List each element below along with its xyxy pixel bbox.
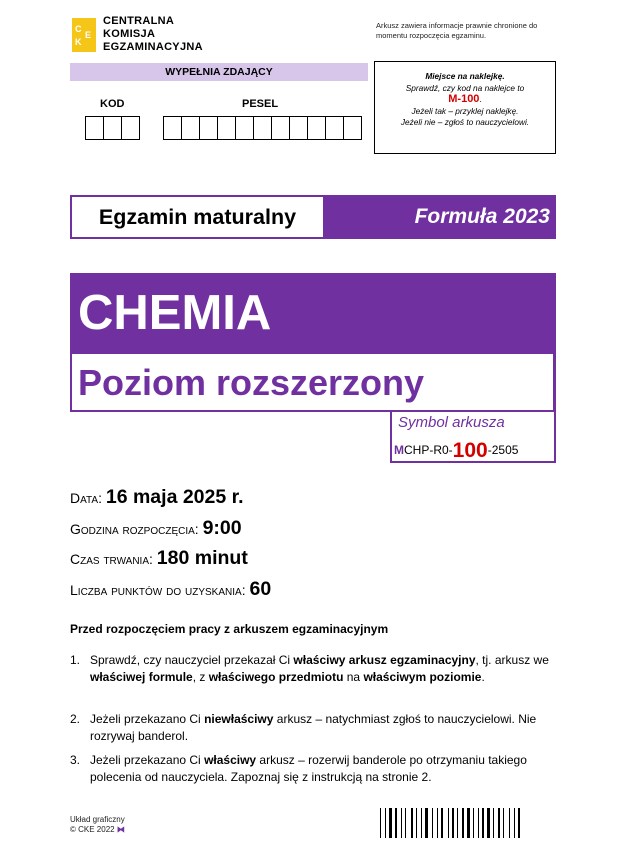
symbol-prefix-m: M: [394, 443, 404, 457]
barcode-bar: [473, 808, 474, 838]
symbol-label: Symbol arkusza: [398, 414, 505, 431]
pesel-label: PESEL: [242, 98, 279, 110]
digit-box[interactable]: [307, 116, 326, 140]
instruction-item: [70, 711, 560, 744]
instruction-fragment: Jeżeli przekazano Ci: [90, 712, 205, 726]
instruction-fragment: arkusz – natychmiast zgłoś to nauczycielowi. Nie rozrywaj banderol.: [90, 712, 537, 743]
cke-logo-text: [103, 15, 203, 54]
points-label: Liczba punktów do uzyskania:: [70, 582, 246, 598]
digit-box[interactable]: [163, 116, 182, 140]
barcode-bar: [416, 808, 417, 838]
digit-box[interactable]: [103, 116, 122, 140]
date-value: 16 maja 2025 r.: [105, 486, 244, 508]
logo-line-1: CENTRALNA: [103, 15, 175, 27]
instruction-fragment: , z: [192, 669, 209, 684]
instruction-number: 3.: [70, 753, 81, 767]
digit-box[interactable]: [235, 116, 254, 140]
digit-box[interactable]: [85, 116, 104, 140]
instruction-emphasis: właściwy arkusz egzaminacyjny: [293, 653, 476, 667]
kod-label: KOD: [100, 98, 125, 110]
start-value: 9:00: [202, 517, 242, 539]
barcode-bar: [482, 808, 484, 838]
digit-box[interactable]: [253, 116, 272, 140]
barcode-bar: [509, 808, 510, 838]
start-label: Godzina rozpoczęcia:: [70, 521, 199, 537]
points-value: 60: [249, 578, 272, 600]
sticker-line-1: Sprawdź, czy kod na naklejce to: [405, 82, 525, 93]
cke-small-logo-icon: ⧓: [116, 825, 125, 834]
digit-box[interactable]: [217, 116, 236, 140]
barcode-bar: [514, 808, 515, 838]
barcode-bar: [411, 808, 413, 838]
barcode-bar: [503, 808, 504, 838]
subject-name: CHEMIA: [78, 286, 272, 340]
legal-note: Arkusz zawiera informacje prawnie chronione do momentu rozpoczęcia egzaminu.: [376, 21, 538, 40]
barcode-bar: [462, 808, 464, 838]
barcode-bar: [437, 808, 438, 838]
digit-box[interactable]: [343, 116, 362, 140]
digit-box[interactable]: [289, 116, 308, 140]
digit-box[interactable]: [121, 116, 140, 140]
instruction-emphasis: właściwym poziomie: [363, 669, 482, 684]
instruction-item: [70, 752, 560, 785]
sticker-title: Miejsce na naklejkę.: [425, 71, 505, 81]
barcode-bar: [478, 808, 479, 838]
footer-line-1: Układ graficzny: [70, 815, 125, 824]
instruction-emphasis: właściwego przedmiotu: [208, 669, 344, 684]
instruction-item: [70, 652, 560, 685]
info-start: [70, 517, 242, 540]
instruction-emphasis: właściwej formule: [90, 669, 193, 684]
instruction-number: 2.: [70, 712, 81, 726]
instruction-fragment: na: [343, 669, 364, 684]
pesel-input-boxes[interactable]: [163, 116, 362, 140]
barcode-bar: [405, 808, 406, 838]
instruction-text: [90, 752, 560, 785]
instruction-fragment: Jeżeli przekazano Ci: [90, 753, 205, 767]
date-label: Data:: [70, 490, 102, 506]
instructions-title: Przed rozpoczęciem pracy z arkuszem egzaminacyjnym: [70, 622, 389, 636]
instruction-fragment: arkusz – rozerwij banderole po otrzymaniu takiego polecenia od nauczyciela. Zapoznaj się z instrukcją na stronie 2.: [90, 753, 527, 784]
sticker-area: Miejsce na naklejkę. Sprawdź, czy kod na naklejce to M-100. Jeżeli tak – przyklej naklejkę. Jeżeli nie – zgłoś to nauczycielowi.: [374, 61, 556, 154]
fill-band-label: WYPEŁNIA ZDAJĄCY: [70, 63, 368, 81]
footer-line-2: © CKE 2022 ⧓: [70, 825, 125, 834]
digit-box[interactable]: [199, 116, 218, 140]
kod-input-boxes[interactable]: [85, 116, 140, 140]
symbol-number: 100: [452, 439, 488, 462]
instruction-fragment: .: [481, 669, 485, 684]
symbol-suffix: -2505: [487, 443, 519, 457]
barcode-bar: [448, 808, 449, 838]
barcode-bar: [389, 808, 392, 838]
barcode-bar: [421, 808, 422, 838]
barcode-bar: [452, 808, 454, 838]
barcode-bar: [395, 808, 397, 838]
footer: [70, 815, 125, 835]
barcode-bar: [487, 808, 490, 838]
barcode-bar: [498, 808, 500, 838]
info-points: [70, 578, 271, 601]
digit-box[interactable]: [181, 116, 200, 140]
sticker-code: M-100: [448, 93, 480, 105]
barcode-bar: [425, 808, 428, 838]
symbol-code: [394, 439, 518, 463]
subject-level: Poziom rozszerzony: [78, 362, 425, 403]
barcode-bar: [493, 808, 494, 838]
duration-value: 180 minut: [156, 547, 248, 569]
instruction-text: [90, 652, 560, 685]
barcode-bar: [380, 808, 381, 838]
sticker-line-3: Jeżeli tak – przyklej naklejkę.: [411, 105, 519, 116]
exam-formula: Formuła 2023: [414, 205, 550, 228]
instruction-fragment: Sprawdź, czy nauczyciel przekazał Ci: [90, 653, 294, 667]
instruction-fragment: , tj. arkusz we: [475, 653, 549, 667]
cke-logo-icon: C K E: [72, 18, 96, 52]
logo-line-2: KOMISJA: [103, 28, 156, 40]
barcode-bar: [385, 808, 386, 838]
logo-line-3: EGZAMINACYJNA: [103, 41, 203, 53]
instruction-emphasis: właściwy: [204, 753, 257, 767]
barcode-bar: [401, 808, 402, 838]
barcode: [380, 808, 558, 838]
duration-label: Czas trwania:: [70, 551, 153, 567]
exam-title: Egzamin maturalny: [98, 205, 297, 229]
digit-box[interactable]: [271, 116, 290, 140]
barcode-bar: [518, 808, 520, 838]
symbol-prefix-rest: CHP-R0-: [404, 443, 453, 457]
barcode-bar: [441, 808, 443, 838]
digit-box[interactable]: [325, 116, 344, 140]
sticker-line-4: Jeżeli nie – zgłoś to nauczycielowi.: [400, 117, 530, 127]
barcode-bar: [457, 808, 458, 838]
info-date: [70, 486, 244, 509]
instruction-emphasis: niewłaściwy: [204, 712, 274, 726]
info-duration: [70, 547, 248, 570]
barcode-bar: [467, 808, 470, 838]
barcode-bar: [432, 808, 433, 838]
instruction-number: 1.: [70, 653, 81, 667]
instruction-text: [90, 711, 560, 744]
